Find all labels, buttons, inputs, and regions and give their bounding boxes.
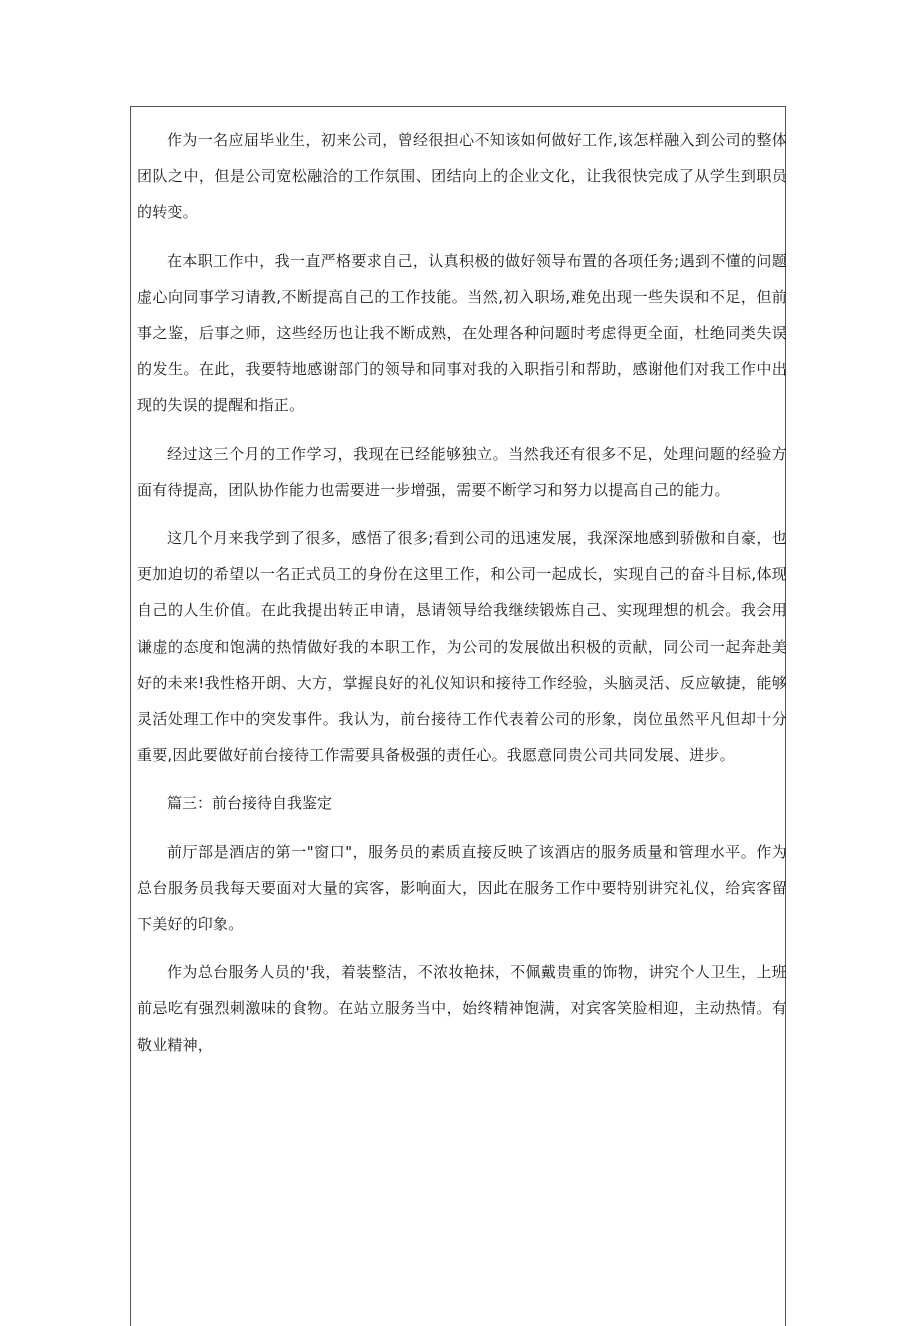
paragraph-5: 前厅部是酒店的第一"窗口"，服务员的素质直接反映了该酒店的服务质量和管理水平。作为总台服务员我每天要面对大量的宾客，影响面大，因此在服务工作中要特别讲究礼仪，给宾客留下美好的印象。 bbox=[137, 842, 787, 934]
paragraph-4: 这几个月来我学到了很多，感悟了很多;看到公司的迅速发展，我深深地感到骄傲和自豪，也更加迫切的希望以一名正式员工的身份在这里工作，和公司一起成长，实现自己的奋斗目标,体现自己的人生价值。在此我提出转正申请，恳请领导给我继续锻炼自己、实现理想的机会。我会用谦虚的态度和饱满的热情做好我的本职工作，为公司的发展做出积极的贡献，同公司一起奔赴美好的未来!我性格开朗、大方，掌握良好的礼仪知识和接待工作经验，头脑灵活、反应敏捷，能够灵活处理工作中的突发事件。我认为，前台接待工作代表着公司的形象，岗位虽然平凡但却十分重要,因此要做好前台接待工作需要具备极强的责任心。我愿意同贵公司共同发展、进步。 bbox=[137, 529, 787, 765]
paragraph-2: 在本职工作中，我一直严格要求自己，认真积极的做好领导布置的各项任务;遇到不懂的问题虚心向同事学习请教,不断提高自己的工作技能。当然,初入职场,难免出现一些失误和不足，但前事之鉴，后事之师，这些经历也让我不断成熟，在处理各种问题时考虑得更全面，杜绝同类失误的发生。在此，我要特地感谢部门的领导和同事对我的入职指引和帮助，感谢他们对我工作中出现的失误的提醒和指正。 bbox=[137, 251, 787, 415]
paragraph-6: 作为总台服务人员的'我，着装整洁，不浓妆艳抹，不佩戴贵重的饰物，讲究个人卫生，上班前忌吃有强烈刺激味的食物。在站立服务当中，始终精神饱满，对宾客笑脸相迎，主动热情。有敬业精神， bbox=[137, 963, 787, 1054]
paragraph-1: 作为一名应届毕业生，初来公司，曾经很担心不知该如何做好工作,该怎样融入到公司的整体团队之中，但是公司宽松融洽的工作氛围、团结向上的企业文化，让我很快完成了从学生到职员的转变。 bbox=[137, 131, 787, 222]
document-body bbox=[137, 122, 787, 1075]
paragraph-3: 经过这三个月的工作学习，我现在已经能够独立。当然我还有很多不足，处理问题的经验方面有待提高，团队协作能力也需要进一步增强，需要不断学习和努力以提高自己的能力。 bbox=[137, 444, 787, 499]
section-heading: 篇三：前台接待自我鉴定 bbox=[167, 794, 333, 813]
